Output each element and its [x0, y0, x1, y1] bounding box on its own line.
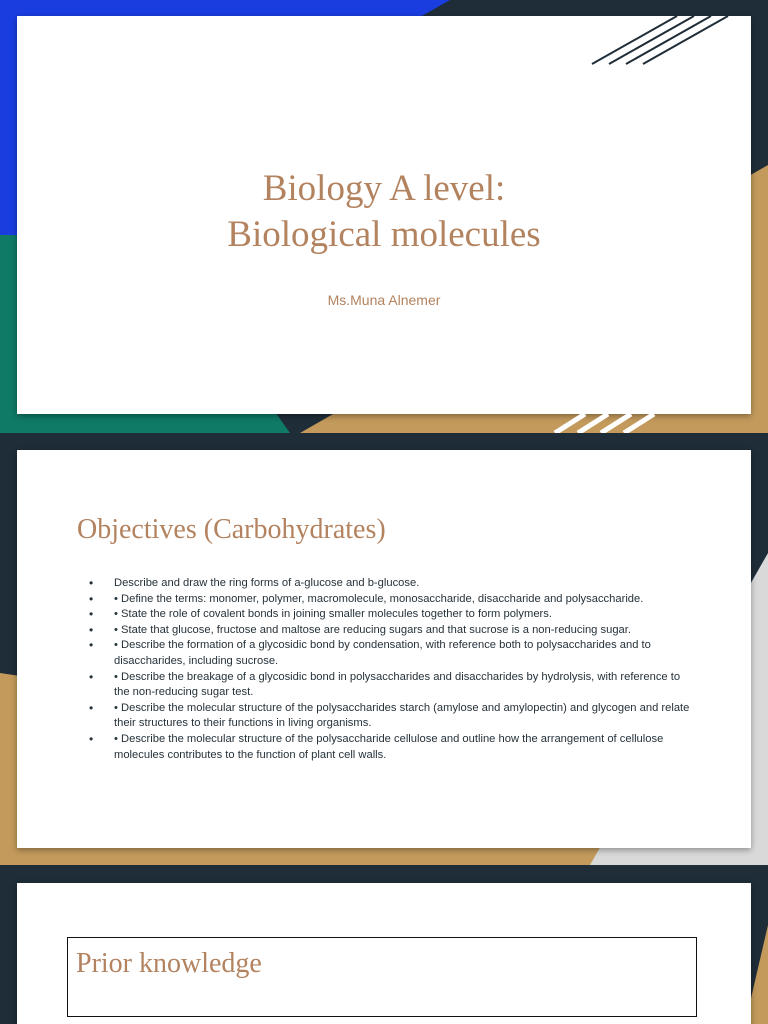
title-slide-card [17, 16, 751, 414]
prior-knowledge-heading: Prior knowledge [76, 948, 262, 979]
objective-item: • Describe and draw the ring forms of a-glucose and b-glucose. [89, 576, 694, 592]
objectives-list [89, 576, 694, 763]
objective-item: • • Describe the breakage of a glycosidic bond in polysaccharides and disaccharides by hydrolysis, with reference to the non-reducing sugar test. [89, 670, 694, 701]
objective-item: • • Describe the formation of a glycosidic bond by condensation, with reference both to polysaccharides and to disaccharides, including sucrose. [89, 638, 694, 669]
prior-slide-card [17, 883, 751, 1024]
prior-knowledge-slide [0, 865, 768, 1024]
objectives-heading: Objectives (Carbohydrates) [77, 514, 386, 545]
objectives-slide [0, 433, 768, 865]
objective-item: • • Describe the molecular structure of the polysaccharide cellulose and outline how the arrangement of cellulose molecules contributes to the function of plant cell walls. [89, 732, 694, 763]
slide-title-line-2: Biological molecules [227, 214, 541, 255]
slide-title-line-1: Biology A level: [262, 168, 506, 209]
objective-item: • • Describe the molecular structure of the polysaccharides starch (amylose and amylopectin) and glycogen and relate their structures to their functions in living organisms. [89, 701, 694, 732]
objective-item: • • State that glucose, fructose and maltose are reducing sugars and that sucrose is a non-reducing sugar. [89, 623, 694, 639]
title-slide [0, 0, 768, 433]
objective-item: • • Define the terms: monomer, polymer, macromolecule, monosaccharide, disaccharide and polysaccharide. [89, 592, 694, 608]
slide-title [17, 166, 751, 258]
objectives-slide-card [17, 450, 751, 848]
slide-author: Ms.Muna Alnemer [327, 292, 441, 308]
prior-knowledge-title-box [67, 937, 697, 1017]
objective-item: • • State the role of covalent bonds in joining smaller molecules together to form polymers. [89, 607, 694, 623]
